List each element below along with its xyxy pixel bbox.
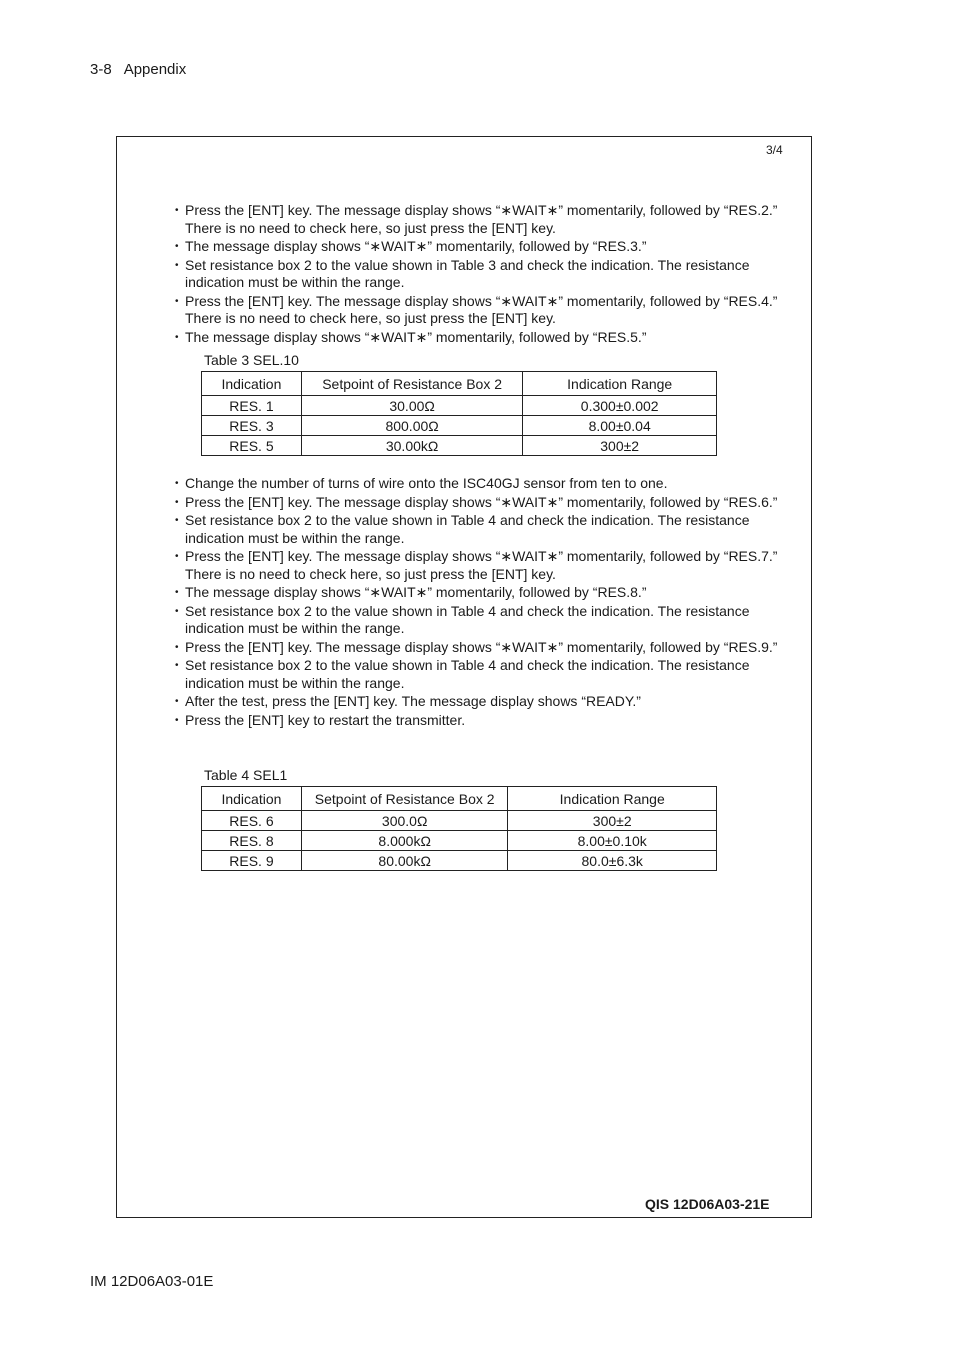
- table-cell: 30.00Ω: [301, 396, 523, 416]
- page-footer: IM 12D06A03-01E: [90, 1273, 214, 1290]
- list-item: • The message display shows “∗WAIT∗” momentarily, followed by “RES.5.”: [175, 329, 785, 347]
- list-item: • Press the [ENT] key. The message display shows “∗WAIT∗” momentarily, followed by “RES.7.” There is no need to check here, so just press the [ENT] key.: [175, 548, 785, 583]
- column-header: Indication Range: [508, 787, 717, 811]
- list-item: • Press the [ENT] key to restart the transmitter.: [175, 712, 785, 730]
- table-cell: 300±2: [523, 436, 717, 456]
- table-cell: 800.00Ω: [301, 416, 523, 436]
- column-header: Setpoint of Resistance Box 2: [301, 787, 508, 811]
- table-cell: 30.00kΩ: [301, 436, 523, 456]
- list-item: • Set resistance box 2 to the value shown in Table 4 and check the indication. The resistance indication must be within the range.: [175, 603, 785, 638]
- table4: [201, 786, 717, 871]
- table-cell: 80.0±6.3k: [508, 851, 717, 871]
- table-cell: 8.00±0.04: [523, 416, 717, 436]
- table3: [201, 371, 717, 456]
- sheet-number: 3/4: [766, 143, 783, 157]
- table-cell: 300±2: [508, 811, 717, 831]
- list-item: • Set resistance box 2 to the value shown in Table 3 and check the indication. The resistance indication must be within the range.: [175, 257, 785, 292]
- steps-list-b: [175, 475, 785, 730]
- list-item: • Press the [ENT] key. The message display shows “∗WAIT∗” momentarily, followed by “RES.2.” There is no need to check here, so just press the [ENT] key.: [175, 202, 785, 237]
- list-item: • Press the [ENT] key. The message display shows “∗WAIT∗” momentarily, followed by “RES.4.” There is no need to check here, so just press the [ENT] key.: [175, 293, 785, 328]
- table-cell: RES. 5: [202, 436, 302, 456]
- table3-caption: Table 3 SEL.10: [204, 352, 299, 368]
- list-item: • The message display shows “∗WAIT∗” momentarily, followed by “RES.8.”: [175, 584, 785, 602]
- column-header: Setpoint of Resistance Box 2: [301, 372, 523, 396]
- table-cell: RES. 9: [202, 851, 302, 871]
- table-header-row: [202, 372, 717, 396]
- table-cell: RES. 3: [202, 416, 302, 436]
- table-cell: 8.000kΩ: [301, 831, 508, 851]
- list-item: • The message display shows “∗WAIT∗” momentarily, followed by “RES.3.”: [175, 238, 785, 256]
- list-item: • After the test, press the [ENT] key. The message display shows “READY.”: [175, 693, 785, 711]
- steps-list-a: [175, 202, 785, 347]
- table-row: [202, 851, 717, 871]
- table4-caption: Table 4 SEL1: [204, 767, 288, 783]
- list-item: • Change the number of turns of wire onto the ISC40GJ sensor from ten to one.: [175, 475, 785, 493]
- list-item: • Press the [ENT] key. The message display shows “∗WAIT∗” momentarily, followed by “RES.9.”: [175, 639, 785, 657]
- column-header: Indication: [202, 372, 302, 396]
- qis-number: QIS 12D06A03-21E: [645, 1196, 770, 1212]
- list-item: • Set resistance box 2 to the value shown in Table 4 and check the indication. The resistance indication must be within the range.: [175, 512, 785, 547]
- table-header-row: [202, 787, 717, 811]
- table-cell: 80.00kΩ: [301, 851, 508, 871]
- section-title: Appendix: [123, 61, 187, 78]
- table-row: [202, 416, 717, 436]
- column-header: Indication: [202, 787, 302, 811]
- table-cell: 8.00±0.10k: [508, 831, 717, 851]
- table-cell: RES. 6: [202, 811, 302, 831]
- section-number: 3-8: [90, 61, 112, 78]
- table-row: [202, 811, 717, 831]
- page-header: [90, 61, 186, 78]
- procedure-box: [116, 136, 812, 1218]
- table-row: [202, 396, 717, 416]
- table-row: [202, 436, 717, 456]
- table-cell: RES. 1: [202, 396, 302, 416]
- table-row: [202, 831, 717, 851]
- column-header: Indication Range: [523, 372, 717, 396]
- table-cell: RES. 8: [202, 831, 302, 851]
- table-cell: 0.300±0.002: [523, 396, 717, 416]
- table-cell: 300.0Ω: [301, 811, 508, 831]
- list-item: • Press the [ENT] key. The message display shows “∗WAIT∗” momentarily, followed by “RES.6.”: [175, 494, 785, 512]
- list-item: • Set resistance box 2 to the value shown in Table 4 and check the indication. The resistance indication must be within the range.: [175, 657, 785, 692]
